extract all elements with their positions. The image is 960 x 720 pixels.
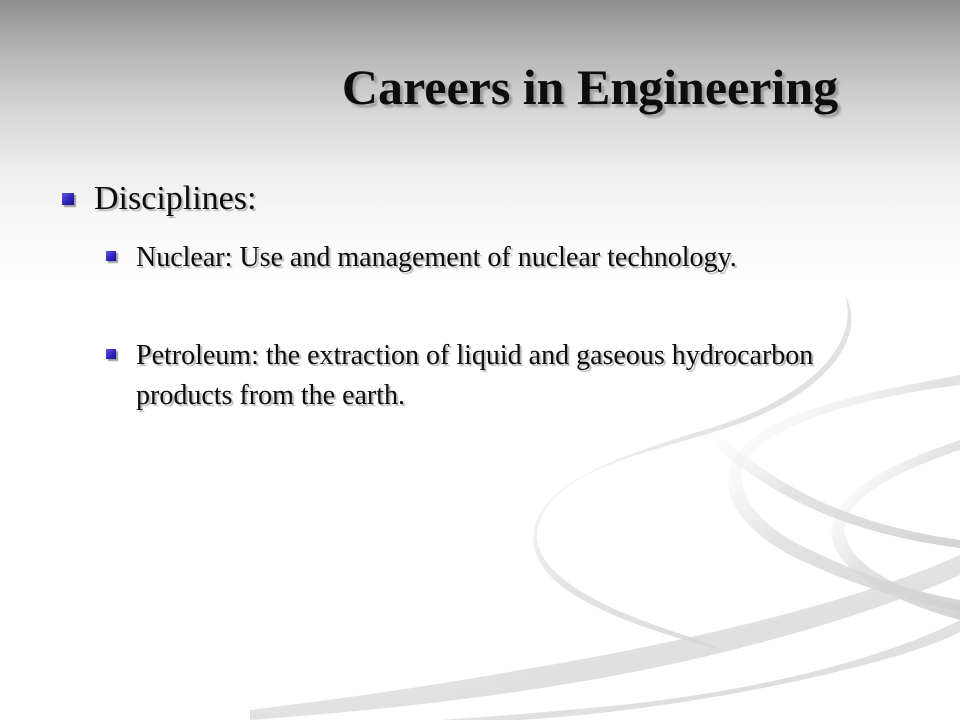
bullet-text: Disciplines: — [94, 180, 257, 217]
square-bullet-icon — [62, 193, 74, 205]
sub-bullet-text: Nuclear: Use and management of nuclear technology. — [136, 242, 737, 273]
square-bullet-icon — [106, 349, 116, 359]
sub-bullet-text: Petroleum: the extraction of liquid and gaseous hydrocarbon products from the earth. — [136, 340, 814, 411]
sub-bullet-item-nuclear — [106, 238, 836, 278]
sub-bullet-item-petroleum — [106, 336, 836, 416]
bullet-item-disciplines — [62, 178, 256, 220]
square-bullet-icon — [106, 251, 116, 261]
slide-title: Careers in Engineering — [341, 59, 839, 115]
